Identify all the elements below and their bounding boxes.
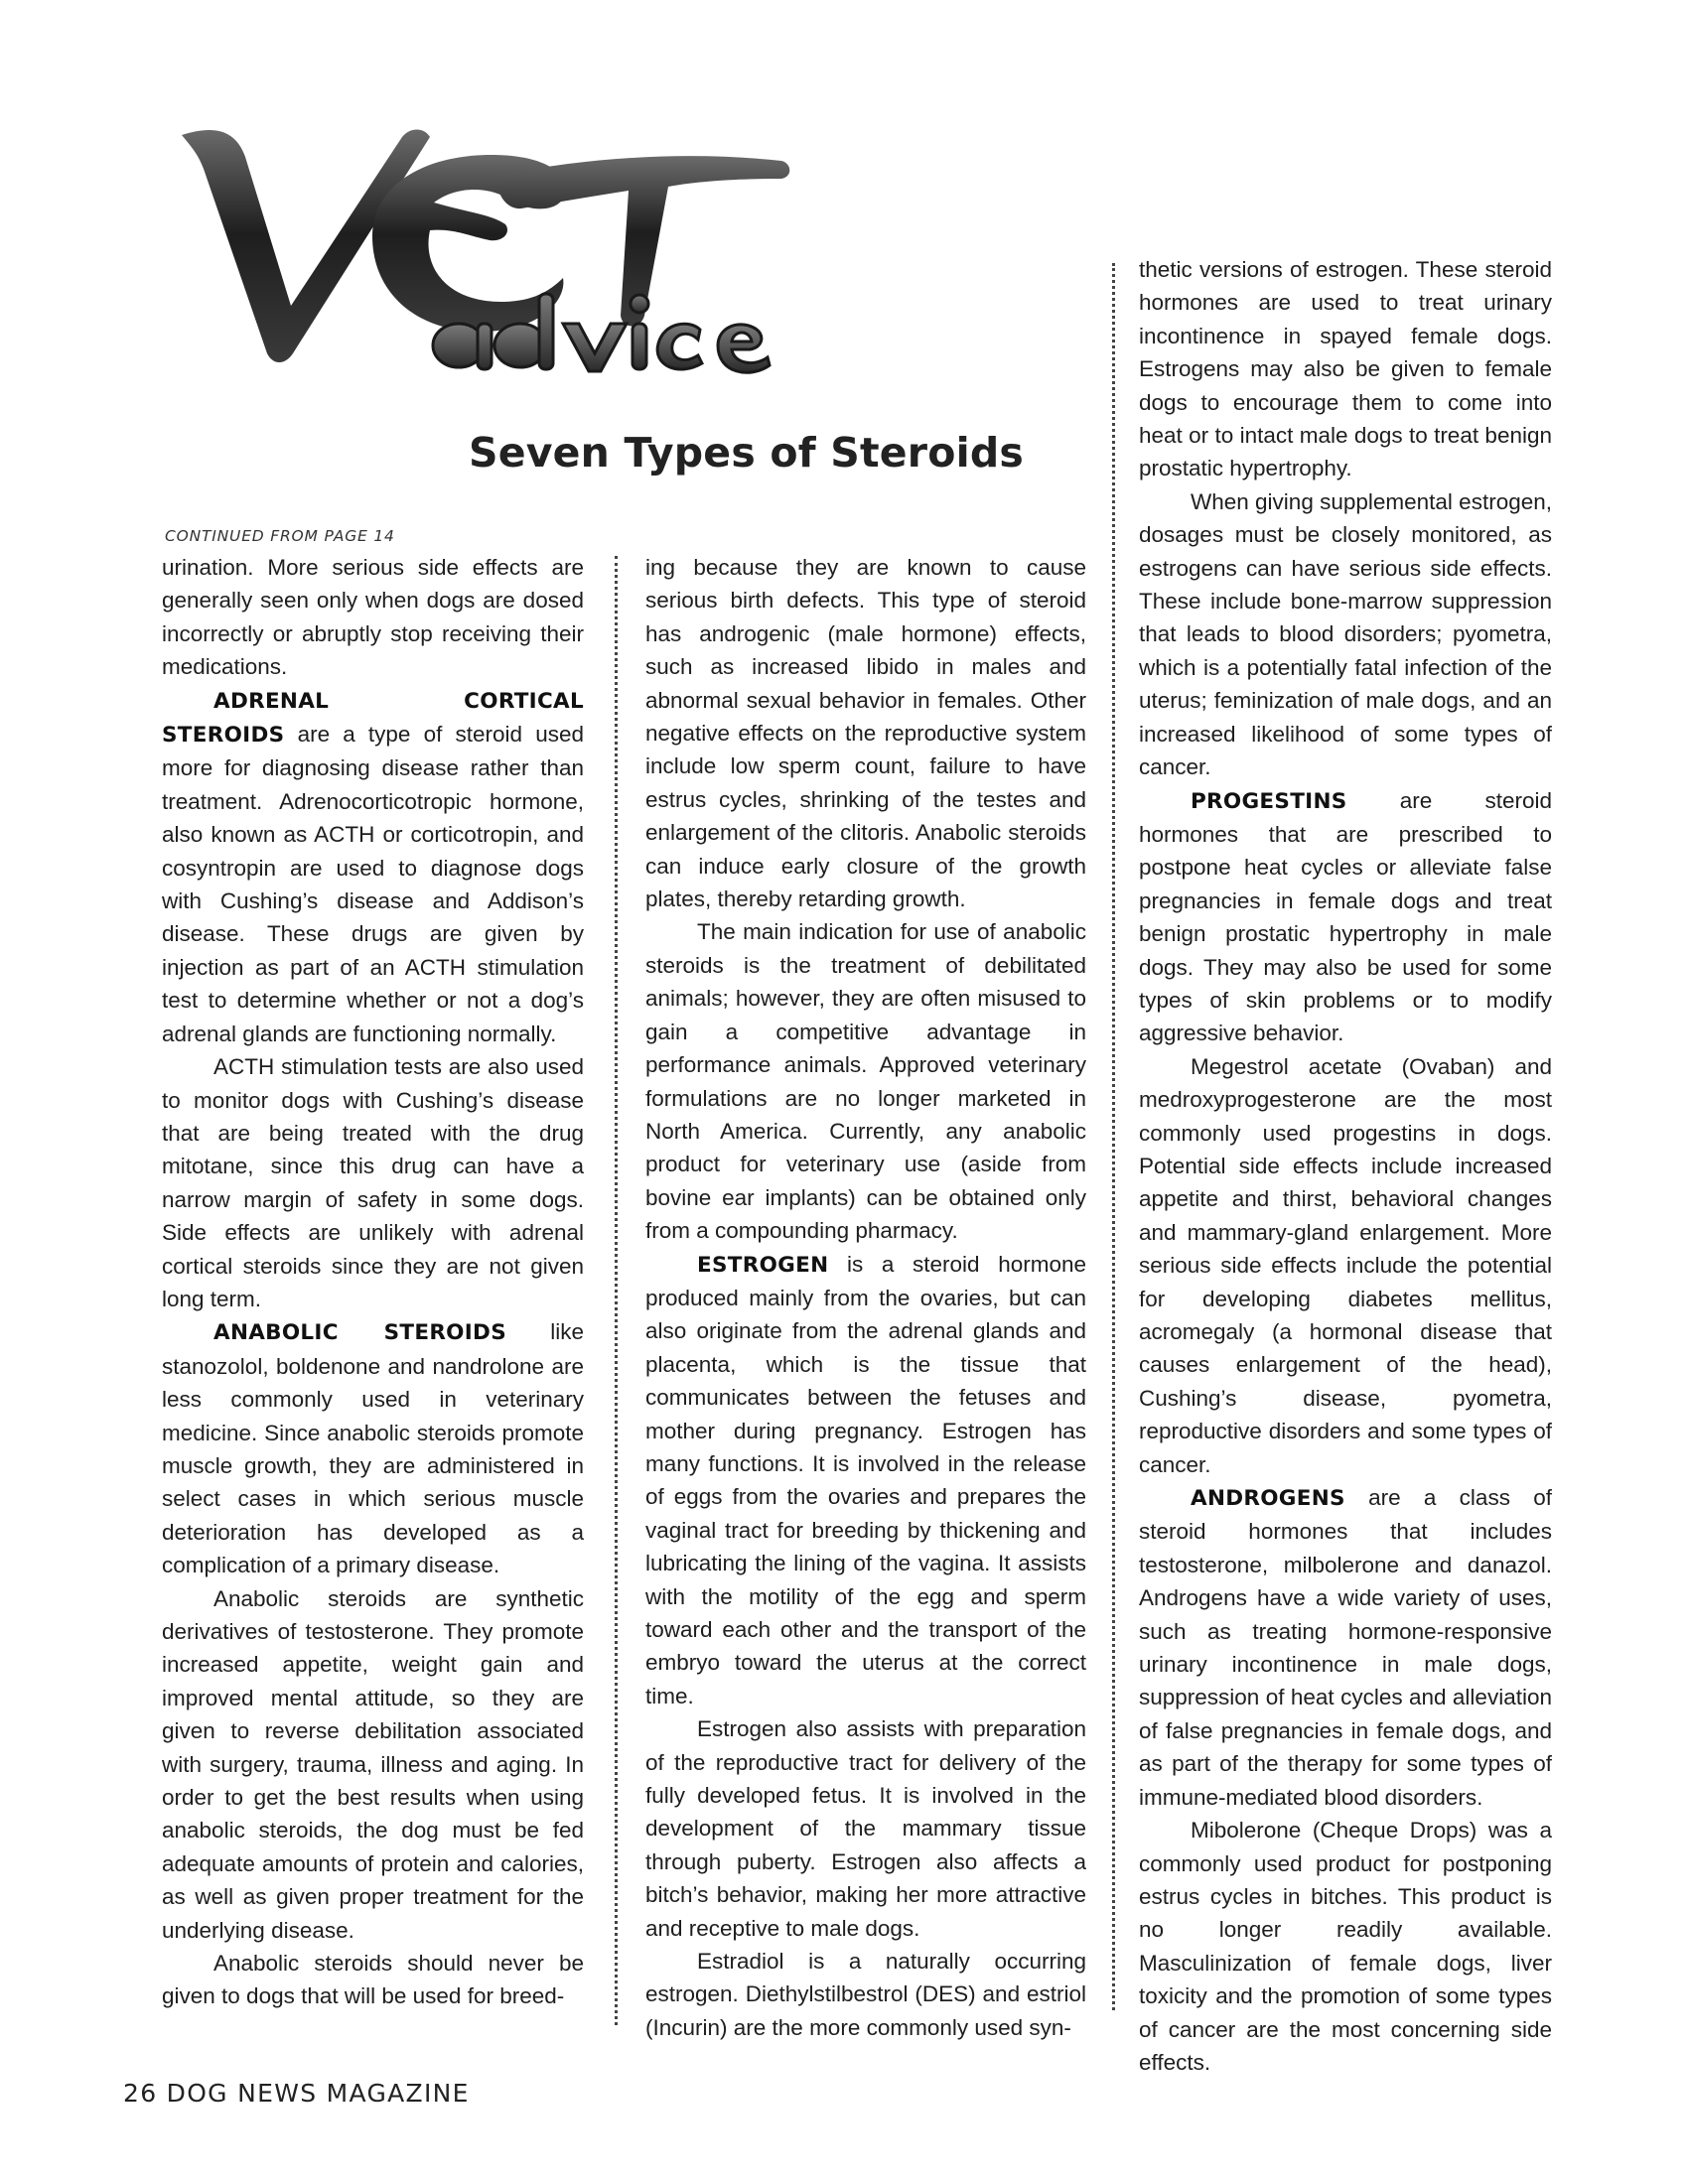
paragraph bbox=[162, 684, 584, 1050]
paragraph-text: are a class of steroid hormones that includes testosterone, milbolerone and danazol. Androgens have a wide variety of uses, such as treating hormone-responsive urinary incontinence in male dogs, suppression of heat cycles and alleviation of false pregnancies in female dogs, and as part of the therapy for some types of immune-mediated blood disorders. bbox=[1139, 1485, 1552, 1810]
paragraph bbox=[1139, 784, 1552, 1050]
paragraph: Estrogen also assists with preparation of the reproductive tract for delivery of the fully developed fetus. It is involved in the development of the mammary tissue through puberty. Estrogen also affects a bitch’s behavior, making her more attractive and receptive to male dogs. bbox=[645, 1716, 1086, 1941]
paragraph-text: like stanozolol, boldenone and nandrolone are less commonly used in veterinary medicine. Since anabolic steroids promote muscle growth, they are administered in select cases in which serious muscle deterioration has developed as a complication of a primary disease. bbox=[162, 1319, 584, 1578]
article-column-1 bbox=[162, 551, 584, 2013]
paragraph-text: are steroid hormones that are prescribed to postpone heat cycles or alleviate false pregnancies in female dogs and treat benign prostatic hypertrophy in male dogs. They may also be used for some types of skin problems or to modify aggressive behavior. bbox=[1139, 787, 1552, 1046]
paragraph: The main indication for use of anabolic steroids is the treatment of debilitated animals; however, they are often misused to gain a competitive advantage in performance animals. Approved veterinary formulations are no longer marketed in North America. Currently, any anabolic product for veterinary use (aside from bovine ear implants) can be obtained only from a compounding pharmacy. bbox=[645, 919, 1086, 1244]
section-heading: ANABOLIC STEROIDS bbox=[213, 1320, 506, 1346]
section-heading: ESTROGEN bbox=[697, 1252, 829, 1278]
paragraph bbox=[1139, 1481, 1552, 1814]
paragraph: Megestrol acetate (Ovaban) and medroxyprogesterone are the most commonly used progestins in dogs. Potential side effects include increased appetite and thirst, behavioral changes and mammary-gland enlargement. More serious side effects include the potential for developing diabetes mellitus, acromegaly (a hormonal disease that causes enlargement of the head), Cushing’s disease, pyometra, reproductive disorders and some types of cancer. bbox=[1139, 1053, 1552, 1477]
section-heading: PROGESTINS bbox=[1191, 788, 1347, 814]
page-footer: 26 DOG NEWS MAGAZINE bbox=[123, 2079, 470, 2108]
article-column-3 bbox=[1139, 253, 1552, 2079]
vet-advice-logo-icon bbox=[174, 117, 849, 405]
column-divider bbox=[615, 556, 618, 2025]
paragraph: Mibolerone (Cheque Drops) was a commonly used product for postponing estrus cycles in bitches. This product is no longer readily available. Masculinization of female dogs, liver toxicity and the promotion of some types of cancer are the most concerning side effects. bbox=[1139, 1818, 1552, 2075]
column-divider bbox=[1112, 263, 1115, 2010]
paragraph: When giving supplemental estrogen, dosages must be closely monitored, as estrogens can have serious side effects. These include bone-marrow suppression that leads to blood disorders; pyometra, which is a potentially fatal infection of the uterus; feminization of male dogs, and an increased likelihood of some types of cancer. bbox=[1139, 488, 1552, 780]
paragraph: ing because they are known to cause serious birth defects. This type of steroid has androgenic (male hormone) effects, such as increased libido in males and abnormal sexual behavior in females. Other negative effects on the reproductive system include low sperm count, failure to have estrus cycles, shrinking of the testes and enlargement of the clitoris. Anabolic steroids can induce early closure of the growth plates, thereby retarding growth. bbox=[645, 555, 1086, 912]
article-column-2 bbox=[645, 551, 1086, 2044]
paragraph bbox=[162, 1315, 584, 1581]
paragraph-text: is a steroid hormone produced mainly from the ovaries, but can also originate from the adrenal glands and placenta, which is the tissue that communicates between the fetuses and mother during pregnancy. Estrogen has many functions. It is involved in the release of eggs from the ovaries and prepares the vaginal tract for breeding by thickening and lubricating the lining of the vagina. It assists with the motility of the egg and sperm toward each other and the transport of the embryo toward the uterus at the correct time. bbox=[645, 1251, 1086, 1708]
paragraph bbox=[645, 1248, 1086, 1713]
section-heading: ADRENAL CORTICAL STEROIDS bbox=[162, 688, 584, 749]
continued-from-label: CONTINUED FROM PAGE 14 bbox=[165, 527, 395, 545]
paragraph: Anabolic steroids should never be given to dogs that will be used for breed- bbox=[162, 1951, 584, 2009]
paragraph: thetic versions of estrogen. These steroid hormones are used to treat urinary incontinence in spayed female dogs. Estrogens may also be given to female dogs to encourage them to come into heat or to intact male dogs to treat benign prostatic hypertrophy. bbox=[1139, 257, 1552, 481]
article-title: Seven Types of Steroids bbox=[469, 429, 1025, 477]
paragraph-text: are a type of steroid used more for diagnosing disease rather than treatment. Adrenocorticotropic hormone, also known as ACTH or corticotropin, and cosyntropin are used to diagnose dogs with Cushing’s disease and Addison’s disease. These drugs are given by injection as part of an ACTH stimulation test to determine whether or not a dog’s adrenal glands are functioning normally. bbox=[162, 722, 584, 1046]
paragraph: urination. More serious side effects are generally seen only when dogs are dosed incorrectly or abruptly stop receiving their medications. bbox=[162, 555, 584, 680]
paragraph: Anabolic steroids are synthetic derivatives of testosterone. They promote increased appetite, weight gain and improved mental attitude, so they are given to reverse debilitation associated with surgery, trauma, illness and aging. In order to get the best results when using anabolic steroids, the dog must be fed adequate amounts of protein and calories, as well as given proper treatment for the underlying disease. bbox=[162, 1585, 584, 1943]
section-heading: ANDROGENS bbox=[1191, 1486, 1345, 1512]
vet-advice-logo bbox=[174, 117, 849, 405]
paragraph: Estradiol is a naturally occurring estrogen. Diethylstilbestrol (DES) and estriol (Incurin) are the more commonly used syn- bbox=[645, 1949, 1086, 2040]
paragraph: ACTH stimulation tests are also used to monitor dogs with Cushing’s disease that are being treated with the drug mitotane, since this drug can have a narrow margin of safety in some dogs. Side effects are unlikely with adrenal cortical steroids since they are not given long term. bbox=[162, 1054, 584, 1311]
